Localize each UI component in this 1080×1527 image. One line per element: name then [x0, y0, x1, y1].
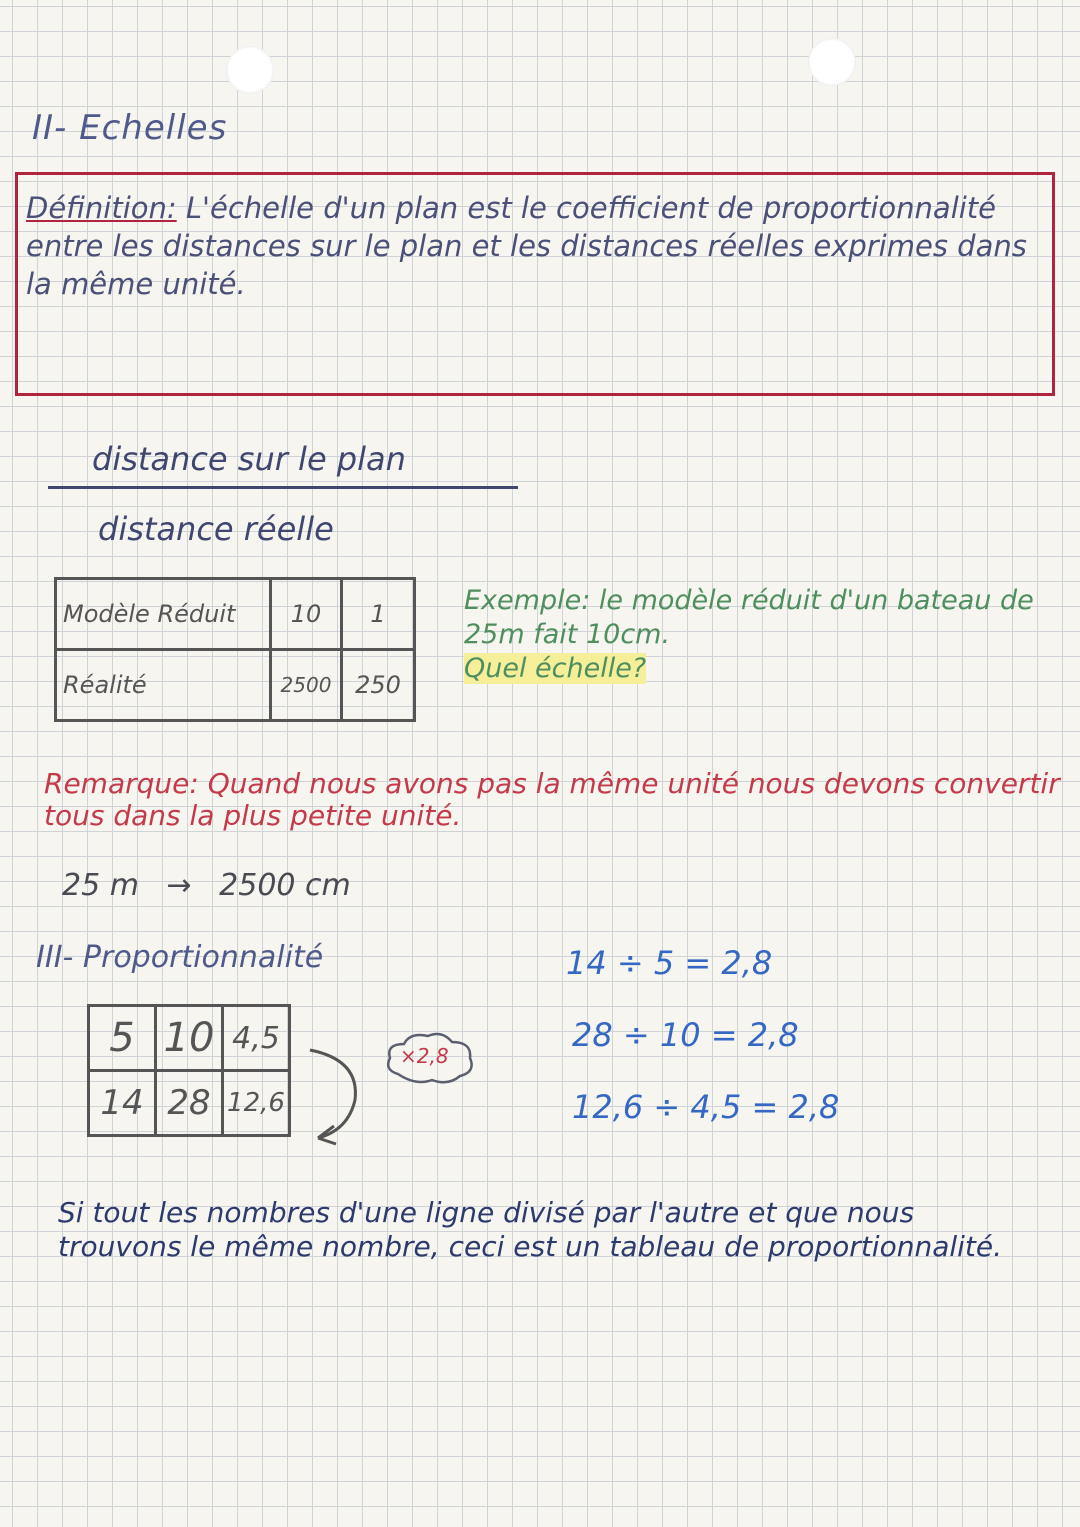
conversion-to: 2500 cm	[219, 868, 351, 903]
table-row	[56, 650, 415, 721]
calculation-2: 28 ÷ 10 = 2,8	[572, 1016, 799, 1054]
calculation-1: 14 ÷ 5 = 2,8	[566, 944, 773, 982]
fraction-numerator: distance sur le plan	[92, 440, 406, 478]
multiplier-label: ×2,8	[400, 1044, 449, 1068]
row-label-modele: Modèle Réduit	[56, 579, 271, 650]
definition-body: L'échelle d'un plan est le coefficient de proportionnalité entre les distances sur le plan et les distances réelles exprimes dans la même unité.	[26, 191, 1027, 301]
punch-hole-left	[226, 46, 274, 94]
cell-value: 2500	[271, 650, 342, 721]
cell-value: 10	[271, 579, 342, 650]
cell-value: 1	[342, 579, 415, 650]
conversion-from: 25 m	[62, 868, 139, 903]
table-row	[89, 1006, 290, 1071]
table-row	[56, 579, 415, 650]
cell-value: 5	[89, 1006, 156, 1071]
multiplier-cloud	[382, 1030, 478, 1086]
remark-text: Remarque: Quand nous avons pas la même unité nous devons convertir tous dans la plus petite unité.	[44, 767, 1060, 832]
cell-value: 28	[156, 1071, 223, 1136]
fraction-bar	[48, 486, 518, 489]
conversion-line	[62, 868, 351, 903]
section-title-echelles: II- Echelles	[32, 108, 228, 148]
definition-label: Définition:	[26, 191, 177, 225]
arrow-right-icon: →	[166, 868, 192, 903]
conclusion-text: Si tout les nombres d'une ligne divisé par l'autre et que nous trouvons le même nombre, ceci est un tableau de proportionnalité.	[58, 1196, 1003, 1263]
cell-value: 14	[89, 1071, 156, 1136]
proportionality-table	[87, 1004, 291, 1137]
cell-value: 12,6	[223, 1071, 290, 1136]
example-text	[464, 584, 1054, 686]
cell-value: 250	[342, 650, 415, 721]
row-label-realite: Réalité	[56, 650, 271, 721]
punch-hole-right	[808, 38, 856, 86]
calculation-3: 12,6 ÷ 4,5 = 2,8	[572, 1088, 840, 1126]
definition-box	[15, 172, 1055, 396]
curved-arrow-icon	[300, 1030, 380, 1150]
example-question: Quel échelle?	[464, 653, 647, 684]
cell-value: 10	[156, 1006, 223, 1071]
section-title-proportionnalite: III- Proportionnalité	[36, 940, 324, 975]
cell-value: 4,5	[223, 1006, 290, 1071]
definition-text	[26, 189, 1036, 303]
scale-table	[54, 577, 416, 722]
example-statement: Exemple: le modèle réduit d'un bateau de 25m fait 10cm.	[464, 585, 1034, 650]
table-row	[89, 1071, 290, 1136]
fraction-denominator: distance réelle	[98, 510, 334, 548]
